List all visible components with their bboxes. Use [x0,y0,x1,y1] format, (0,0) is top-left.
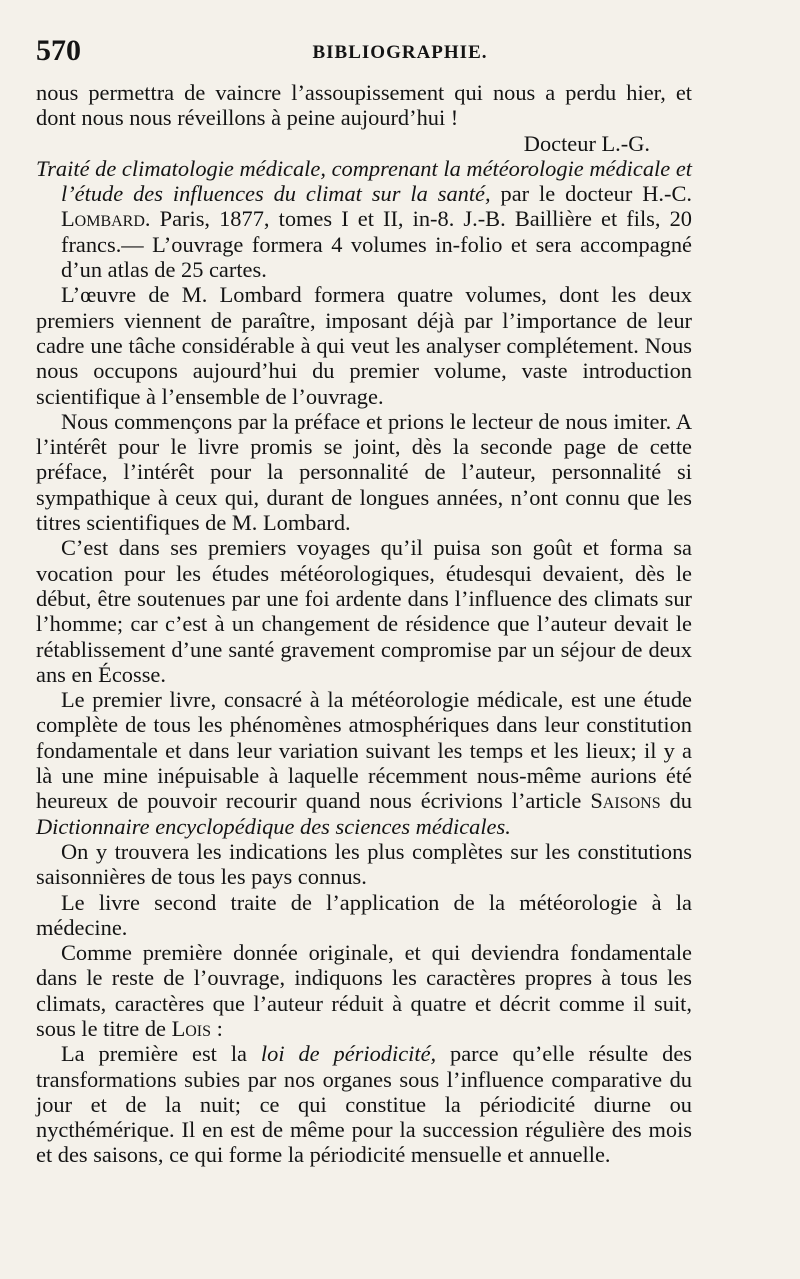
paragraph-1: L’œuvre de M. Lombard formera quatre volumes, dont les deux premiers viennent de paraître, imposant déjà par l’importance de leur cadre une tâche considérable à qui veut les analyser complétement. Nous nous occupons aujourd’hui du premier volume, vaste introduction scientifique à l’ensemble de l’ouvrage. [36,282,692,409]
paragraph-2: Nous commençons par la préface et prions le lecteur de nous imiter. A l’intérêt pour le livre promis se joint, dès la seconde page de cette préface, l’intérêt pour la personnalité de l’auteur, personnalité si sympathique à ceux qui, durant de longues années, n’ont connu que les titres scientifiques de M. Lombard. [36,408,692,536]
book-title: Traité de climatologie médicale, comprenant la météorologie médicale et l’étude des influences du climat sur la santé, [36,155,692,207]
paragraph-7-end: : [211,1015,223,1041]
law-of-periodicity: loi de périodicité, [260,1041,437,1067]
paragraph-4 [36,687,692,839]
paragraph-6: Le livre second traite de l’application de la météorologie à la médecine. [36,889,692,940]
dictionary-title: Dictionnaire encyclopédique des sciences médicales. [36,813,511,839]
paragraph-8 [36,1041,692,1167]
page-number: 570 [36,34,81,67]
page-header [36,34,764,70]
running-title: BIBLIOGRAPHIE. [312,42,488,63]
page-body [36,80,692,1168]
book-details: . Paris, 1877, tomes I et II, in-8. J.-B. Baillière et fils, 20 francs.— L’ouvrage formera 4 volumes in-folio et sera accompagné d’un atlas de 25 cartes. [61,206,692,283]
paragraph-5: On y trouvera les indications les plus complètes sur les constitutions saisonnières de tous les pays connus. [36,838,692,890]
book-by: par le docteur [490,181,643,207]
article-title: Saisons [590,788,661,814]
paragraph-7-text: Comme première donnée originale, et qui deviendra fondamentale dans le reste de l’ouvrage, indiquons les caractères propres à tous les climats, caractères que l’auteur réduit à quatre et décrit comme il suit, sous le titre de [36,940,692,1041]
signature: Docteur L.-G. [523,130,650,156]
paragraph-7 [36,940,692,1041]
paragraph-8-start: La première est la [61,1041,261,1067]
paragraph-continuation: nous permettra de vaincre l’assoupissement qui nous a perdu hier, et dont nous nous réveillons à peine aujourd’hui ! [36,80,692,131]
paragraph-8-text: parce qu’elle résulte des transformations subies par nos organes sous l’influence comparative du jour et de la nuit; ce qui constitue la périodicité diurne ou nycthémérique. Il en est de même pour la succession régulière des mois et des saisons, ce qui forme la périodicité mensuelle et annuelle. [36,1041,692,1168]
lois-label: Lois [171,1015,212,1041]
book-author: H.-C. Lombard [61,181,692,232]
paragraph-4-text: Le premier livre, consacré à la météorologie médicale, est une étude complète de tous les phénomènes atmosphériques dans leur constitution fondamentale et dans leur variation suivant les temps et les lieux; il y a là une mine inépuisable à laquelle récemment nous-même aurions été heureux de pouvoir recourir quand nous écrivions l’article [36,687,692,814]
paragraph-3: C’est dans ses premiers voyages qu’il puisa son goût et forma sa vocation pour les études météorologiques, étudesqui devaient, dès le début, être soutenues par une foi ardente dans l’influence des climats sur l’homme; car c’est à un changement de résidence que l’auteur devait le rétablissement d’une santé gravement compromise par un séjour de deux ans en Écosse. [36,535,692,687]
book-reference [36,156,692,282]
paragraph-4-connector: du [660,788,692,814]
